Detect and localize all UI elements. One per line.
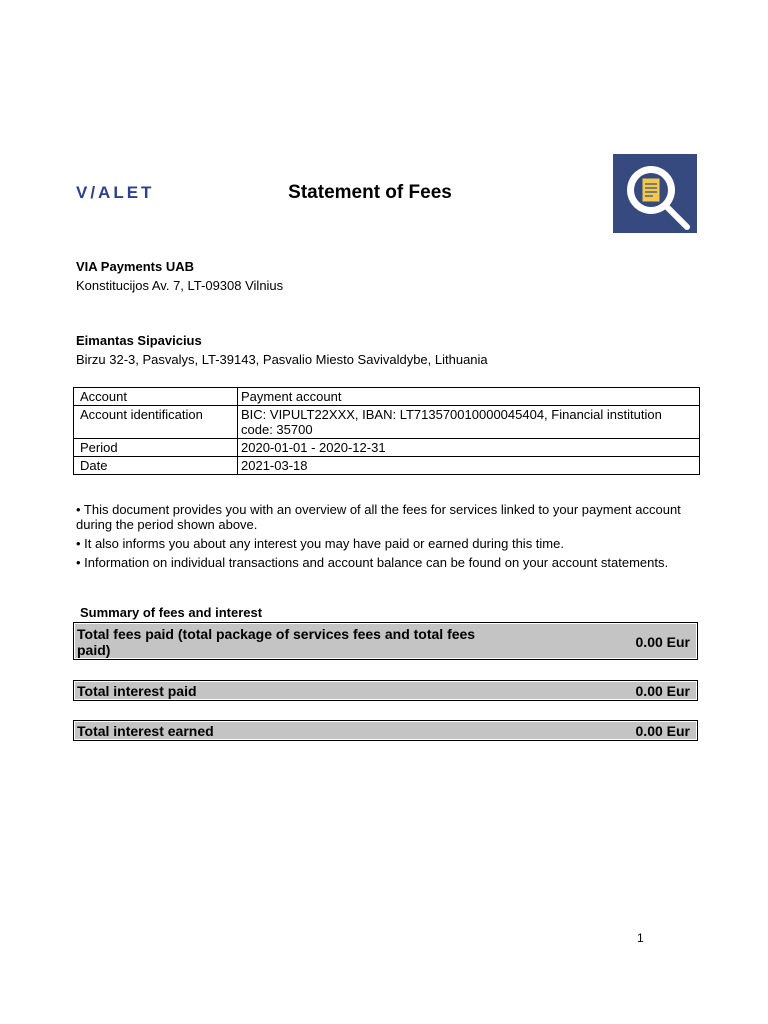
client-address: Birzu 32-3, Pasvalys, LT-39143, Pasvalio Miesto Savivaldybe, Lithuania (76, 352, 488, 367)
account-info-table (73, 387, 700, 475)
fee-amount: 0.00 Eur (635, 683, 690, 699)
info-bullets (76, 502, 700, 574)
row-label: Account identification (74, 406, 238, 439)
page-title: Statement of Fees (288, 182, 452, 203)
client-name: Eimantas Sipavicius (76, 333, 202, 348)
company-name: VIA Payments UAB (76, 259, 194, 274)
bullet-item: • Information on individual transactions and account balance can be found on your account statements. (76, 555, 669, 570)
fee-amount: 0.00 Eur (635, 634, 690, 650)
table-row (74, 457, 700, 475)
fee-label: Total fees paid (total package of services fees and total fees paid) (77, 626, 476, 658)
row-label: Date (74, 457, 238, 475)
document-search-icon (613, 154, 697, 233)
summary-heading: Summary of fees and interest (80, 605, 263, 620)
fee-label: Total interest earned (77, 723, 214, 739)
row-value: 2021-03-18 (238, 457, 700, 475)
page-number: 1 (637, 931, 644, 945)
total-interest-paid-row (73, 680, 698, 701)
row-value: BIC: VIPULT22XXX, IBAN: LT713570010000045404, Financial institution code: 35700 (238, 406, 700, 439)
company-address: Konstitucijos Av. 7, LT-09308 Vilnius (76, 278, 284, 293)
bullet-item: • It also informs you about any interest you may have paid or earned during this time. (76, 536, 564, 551)
table-row (74, 406, 700, 439)
vialet-logo: V/ALET (76, 183, 155, 202)
fee-amount: 0.00 Eur (635, 723, 690, 739)
row-value: 2020-01-01 - 2020-12-31 (238, 439, 700, 457)
fee-label: Total interest paid (77, 683, 197, 699)
total-interest-earned-row (73, 720, 698, 741)
table-row (74, 388, 700, 406)
table-row (74, 439, 700, 457)
row-value: Payment account (238, 388, 700, 406)
row-label: Period (74, 439, 238, 457)
row-label: Account (74, 388, 238, 406)
total-fees-paid-row (73, 622, 698, 660)
bullet-item: • This document provides you with an overview of all the fees for services linked to your payment account during the period shown above. (76, 502, 681, 532)
